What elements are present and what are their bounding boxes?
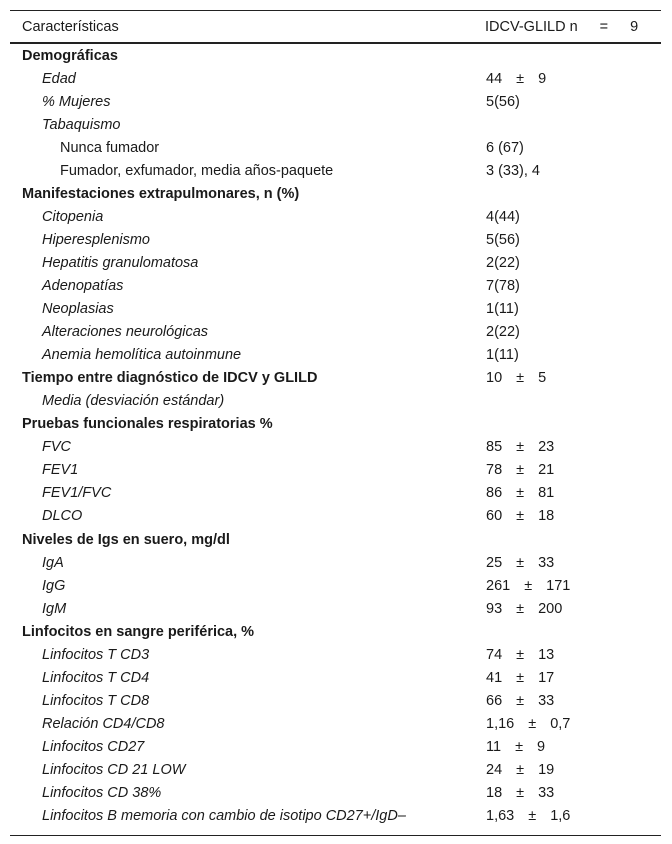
row-label: Niveles de Igs en suero, mg/dl — [22, 531, 230, 548]
row-label: Demográficas — [22, 47, 118, 64]
row-value-cell — [486, 301, 519, 317]
plus-minus: ± — [524, 577, 533, 594]
table-row — [10, 298, 661, 321]
row-value-cell — [486, 370, 546, 386]
row-value: 7(78) — [486, 277, 520, 294]
row-label: Alteraciones neurológicas — [42, 324, 209, 341]
table-row — [10, 113, 661, 136]
header-equals: = — [599, 18, 609, 35]
row-value: 93 — [486, 600, 503, 617]
row-label: Linfocitos CD 21 LOW — [42, 761, 186, 778]
table-row — [10, 459, 661, 482]
header-group — [485, 19, 638, 35]
row-value-cell — [486, 485, 554, 501]
row-label: DLCO — [42, 508, 83, 525]
row-value: 2(22) — [486, 324, 520, 341]
row-sd: 9 — [537, 738, 546, 755]
table-row — [10, 735, 661, 758]
row-value-cell — [486, 647, 554, 663]
plus-minus: ± — [516, 761, 525, 778]
table-row — [10, 67, 661, 90]
row-value: 18 — [486, 785, 503, 802]
row-label: Anemia hemolítica autoinmune — [42, 347, 242, 364]
row-label: Relación CD4/CD8 — [42, 715, 165, 732]
row-sd: 1,6 — [550, 808, 571, 825]
table-row — [10, 159, 661, 182]
row-value: 5(56) — [486, 231, 520, 248]
row-value: 2(22) — [486, 254, 520, 271]
row-value: 1,16 — [486, 715, 515, 732]
table-row — [10, 689, 661, 712]
row-value: 5(56) — [486, 93, 520, 110]
row-value-cell — [486, 232, 520, 248]
row-sd: 21 — [538, 462, 555, 479]
table-row — [10, 805, 661, 828]
row-sd: 0,7 — [550, 715, 571, 732]
row-value: 10 — [486, 370, 503, 387]
table-row — [10, 344, 661, 367]
row-value-cell — [486, 324, 520, 340]
row-label: FEV1 — [42, 462, 79, 479]
row-value: 1(11) — [486, 301, 519, 318]
row-value-cell — [486, 670, 554, 686]
plus-minus: ± — [516, 485, 525, 502]
row-sd: 9 — [538, 70, 547, 87]
plus-minus: ± — [516, 462, 525, 479]
row-value-cell — [486, 601, 562, 617]
characteristics-table — [10, 10, 661, 836]
table-row — [10, 482, 661, 505]
row-value-cell — [486, 347, 519, 363]
plus-minus: ± — [528, 808, 537, 825]
row-label: Manifestaciones extrapulmonares, n (%) — [22, 185, 300, 202]
table-row — [10, 643, 661, 666]
row-sd: 200 — [538, 600, 563, 617]
row-label: % Mujeres — [42, 93, 111, 110]
table-row — [10, 390, 661, 413]
table-row — [10, 505, 661, 528]
row-value: 11 — [486, 738, 502, 755]
row-sd: 13 — [538, 646, 555, 663]
row-label: FEV1/FVC — [42, 485, 112, 502]
row-value: 60 — [486, 508, 503, 525]
row-sd: 23 — [538, 439, 555, 456]
table-row — [10, 551, 661, 574]
row-value-cell — [486, 255, 520, 271]
row-sd: 19 — [538, 761, 555, 778]
row-value-cell — [486, 462, 554, 478]
row-value: 6 (67) — [486, 139, 524, 156]
row-sd: 33 — [538, 785, 555, 802]
section-row — [10, 367, 661, 390]
row-value-cell — [486, 508, 554, 524]
table-row — [10, 321, 661, 344]
row-label: FVC — [42, 439, 71, 456]
plus-minus: ± — [516, 785, 525, 802]
row-label: IgA — [42, 554, 64, 571]
plus-minus: ± — [516, 70, 525, 87]
row-value-cell — [486, 209, 520, 225]
row-label: Linfocitos en sangre periférica, % — [22, 623, 255, 640]
table-row — [10, 574, 661, 597]
row-value-cell — [486, 578, 570, 594]
plus-minus: ± — [515, 738, 524, 755]
row-label: Linfocitos T CD8 — [42, 692, 150, 709]
row-value: 86 — [486, 485, 503, 502]
row-value: 3 (33), 4 — [486, 162, 540, 179]
row-label: Media (desviación estándar) — [42, 393, 225, 410]
row-sd: 5 — [538, 370, 547, 387]
row-label: Linfocitos CD 38% — [42, 785, 162, 802]
row-label: IgG — [42, 577, 66, 594]
section-row — [10, 528, 661, 551]
table-body — [10, 44, 661, 828]
table-row — [10, 597, 661, 620]
row-value-cell — [486, 693, 554, 709]
table-row — [10, 666, 661, 689]
row-label: IgM — [42, 600, 67, 617]
section-row — [10, 44, 661, 67]
row-value: 1(11) — [486, 347, 519, 364]
row-label: Fumador, exfumador, media años-paquete — [60, 162, 334, 179]
row-value: 4(44) — [486, 208, 520, 225]
section-row — [10, 413, 661, 436]
row-value-cell — [486, 71, 546, 87]
row-label: Edad — [42, 70, 76, 87]
row-label: Neoplasias — [42, 301, 114, 318]
row-value: 261 — [486, 577, 511, 594]
table-row — [10, 90, 661, 113]
row-sd: 17 — [538, 669, 555, 686]
table-row — [10, 274, 661, 297]
table-row — [10, 251, 661, 274]
row-label: Adenopatías — [42, 277, 124, 294]
header-n: 9 — [630, 18, 639, 35]
row-label: Tabaquismo — [42, 116, 121, 133]
row-label: Hepatitis granulomatosa — [42, 254, 199, 271]
table-row — [10, 712, 661, 735]
row-value: 78 — [486, 462, 503, 479]
row-value: 85 — [486, 439, 503, 456]
row-value-cell — [486, 716, 570, 732]
plus-minus: ± — [516, 600, 525, 617]
row-label: Linfocitos T CD3 — [42, 646, 150, 663]
plus-minus: ± — [516, 370, 525, 387]
row-label: Linfocitos B memoria con cambio de isotipo CD27+/IgD– — [42, 808, 406, 825]
row-value-cell — [486, 163, 540, 179]
row-sd: 18 — [538, 508, 555, 525]
plus-minus: ± — [516, 669, 525, 686]
row-value-cell — [486, 140, 524, 156]
row-label: Citopenia — [42, 208, 104, 225]
row-value: 25 — [486, 554, 503, 571]
table-row — [10, 228, 661, 251]
row-value-cell — [486, 94, 520, 110]
row-value-cell — [486, 762, 554, 778]
row-value: 44 — [486, 70, 503, 87]
row-label: Hiperesplenismo — [42, 231, 150, 248]
plus-minus: ± — [516, 554, 525, 571]
row-value: 41 — [486, 669, 503, 686]
row-label: Tiempo entre diagnóstico de IDCV y GLILD — [22, 370, 318, 387]
plus-minus: ± — [516, 692, 525, 709]
table-row — [10, 136, 661, 159]
row-value-cell — [486, 808, 570, 824]
section-row — [10, 620, 661, 643]
table-row — [10, 205, 661, 228]
header-characteristics: Características — [22, 18, 119, 35]
row-value: 66 — [486, 692, 503, 709]
row-label: Nunca fumador — [60, 139, 160, 156]
row-sd: 33 — [538, 554, 555, 571]
row-value-cell — [486, 278, 520, 294]
table-row — [10, 758, 661, 781]
row-sd: 171 — [546, 577, 571, 594]
row-label: Pruebas funcionales respiratorias % — [22, 416, 273, 433]
table-row — [10, 436, 661, 459]
table-header — [10, 11, 661, 44]
row-value: 74 — [486, 646, 503, 663]
table-bottom-rule — [10, 828, 661, 836]
plus-minus: ± — [516, 646, 525, 663]
plus-minus: ± — [528, 715, 537, 732]
plus-minus: ± — [516, 508, 525, 525]
header-group-label: IDCV-GLILD n — [485, 18, 578, 35]
row-value: 24 — [486, 761, 503, 778]
row-sd: 33 — [538, 692, 555, 709]
section-row — [10, 182, 661, 205]
row-value-cell — [486, 555, 554, 571]
table-row — [10, 782, 661, 805]
plus-minus: ± — [516, 439, 525, 456]
row-sd: 81 — [538, 485, 555, 502]
row-value: 1,63 — [486, 808, 515, 825]
row-value-cell — [486, 439, 554, 455]
row-label: Linfocitos CD27 — [42, 738, 145, 755]
row-value-cell — [486, 739, 545, 755]
row-label: Linfocitos T CD4 — [42, 669, 150, 686]
row-value-cell — [486, 785, 554, 801]
